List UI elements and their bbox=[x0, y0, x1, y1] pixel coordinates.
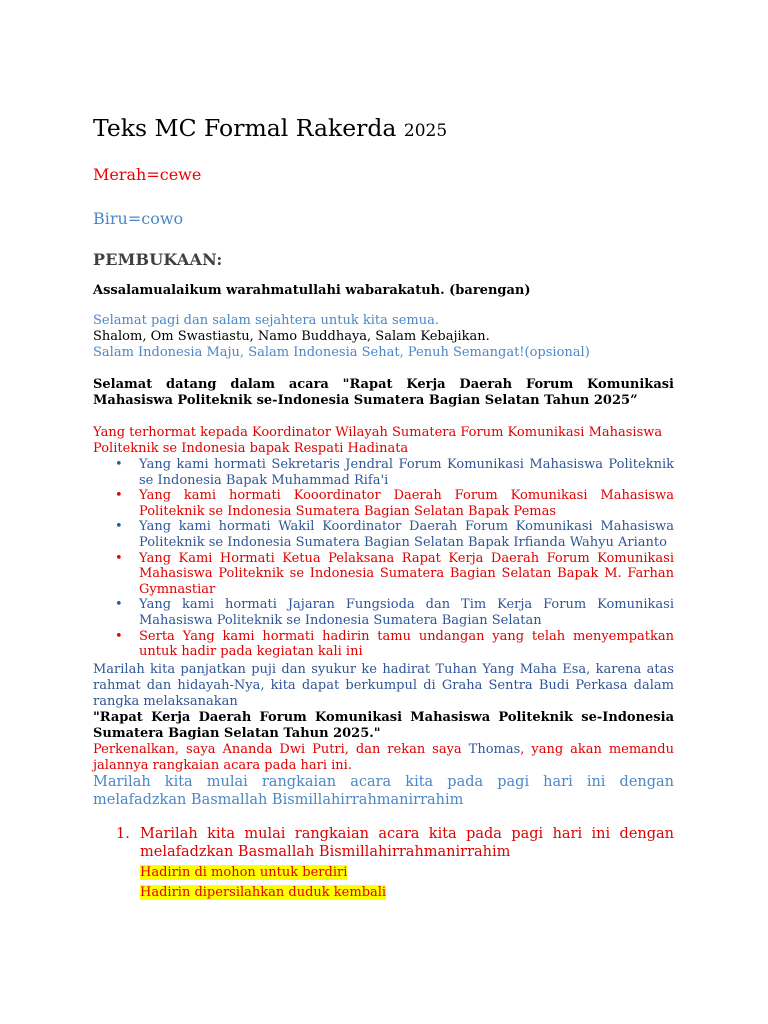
list-item bbox=[93, 488, 674, 519]
basmallah-paragraph: Marilah kita mulai rangkaian acara kita pada pagi hari ini dengan melafadzkan Basmallah Bismillahirrahmanirrahim bbox=[93, 774, 674, 808]
title-main: Teks MC Formal Rakerda bbox=[93, 114, 404, 142]
welcome-paragraph: Selamat datang dalam acara "Rapat Kerja Daerah Forum Komunikasi Mahasiswa Politeknik se-Indonesia Sumatera Bagian Selatan Tahun 2025” bbox=[93, 377, 674, 408]
numbered-item bbox=[116, 825, 674, 901]
numbered-item-text: Marilah kita mulai rangkaian acara kita pada pagi hari ini dengan melafadzkan Basmallah Bismillahirrahmanirrahim bbox=[140, 826, 674, 860]
list-item bbox=[93, 551, 674, 598]
honor-text: Serta Yang kami hormati hadirin tamu undangan yang telah menyempatkan untuk hadir pada kegiatan kali ini bbox=[139, 628, 674, 660]
intro-cohost-name: Thomas bbox=[468, 742, 521, 757]
gratitude-block bbox=[93, 662, 674, 774]
legend-blue: Biru=cowo bbox=[93, 209, 184, 228]
greeting-line-1: Selamat pagi dan salam sejahtera untuk kita semua. bbox=[93, 313, 439, 328]
greeting-line-3: Salam Indonesia Maju, Salam Indonesia Sehat, Penuh Semangat!(opsional) bbox=[93, 345, 590, 360]
greeting-line-2: Shalom, Om Swastiastu, Namo Buddhaya, Salam Kebajikan. bbox=[93, 329, 490, 344]
honor-list bbox=[93, 457, 674, 660]
list-item bbox=[93, 457, 674, 488]
legend-red: Merah=cewe bbox=[93, 165, 202, 184]
bullet-icon: • bbox=[115, 597, 123, 613]
mc-introduction bbox=[93, 742, 674, 774]
list-item bbox=[93, 629, 674, 660]
greeting-block bbox=[93, 313, 674, 361]
stage-note-sit: Hadirin dipersilahkan duduk kembali bbox=[140, 885, 387, 900]
honor-text: Yang kami hormati Wakil Koordinator Daerah Forum Komunikasi Mahasiswa Politeknik se Indonesia Sumatera Bagian Selatan Bapak Irfianda Wahyu Arianto bbox=[139, 519, 674, 550]
gratitude-text: Marilah kita panjatkan puji dan syukur ke hadirat Tuhan Yang Maha Esa, karena atas rahmat dan hidayah-Nya, kita dapat berkumpul di Graha Sentra Budi Perkasa dalam rangka melaksanakan bbox=[93, 662, 674, 709]
page-title bbox=[93, 113, 674, 146]
bullet-icon: • bbox=[115, 628, 123, 644]
title-year: 2025 bbox=[403, 121, 448, 141]
honor-text: Yang kami hormati Jajaran Fungsioda dan Tim Kerja Forum Komunikasi Mahasiswa Politeknik se Indonesia Sumatera Bagian Selatan bbox=[139, 597, 674, 628]
bullet-icon: • bbox=[115, 519, 123, 535]
honor-text: Yang kami hormati Kooordinator Daerah Forum Komunikasi Mahasiswa Politeknik se Indonesia Sumatera Bagian Selatan Bapak Pemas bbox=[139, 488, 674, 519]
event-name: "Rapat Kerja Daerah Forum Komunikasi Mahasiswa Politeknik se-Indonesia Sumatera Bagian Selatan Tahun 2025." bbox=[93, 710, 674, 741]
honor-intro: Yang terhormat kepada Koordinator Wilayah Sumatera Forum Komunikasi Mahasiswa Politeknik se Indonesia bapak Respati Hadinata bbox=[93, 425, 663, 456]
item-number: 1. bbox=[116, 826, 130, 842]
stage-note-stand: Hadirin di mohon untuk berdiri bbox=[140, 865, 348, 880]
bullet-icon: • bbox=[115, 488, 123, 504]
greeting-together: Assalamualaikum warahmatullahi wabarakatuh. (barengan) bbox=[93, 283, 531, 298]
honor-text: Yang kami hormati Sekretaris Jendral Forum Komunikasi Mahasiswa Politeknik se Indonesia Bapak Muhammad Rifa'i bbox=[139, 457, 674, 488]
bullet-icon: • bbox=[115, 457, 123, 472]
list-item bbox=[93, 519, 674, 550]
list-item bbox=[93, 597, 674, 628]
section-heading: PEMBUKAAN: bbox=[93, 250, 223, 269]
intro-part-1: Perkenalkan, saya Ananda Dwi Putri, dan rekan saya bbox=[93, 742, 469, 757]
honor-text: Yang Kami Hormati Ketua Pelaksana Rapat Kerja Daerah Forum Komunikasi Mahasiswa Politeknik se Indonesia Sumatera Bagian Selatan Bapak M. Farhan Gymnastiar bbox=[139, 550, 674, 597]
bullet-icon: • bbox=[115, 550, 123, 566]
intro-part-2: , yang akan memandu jalannya rangkaian acara pada hari ini. bbox=[93, 742, 675, 773]
